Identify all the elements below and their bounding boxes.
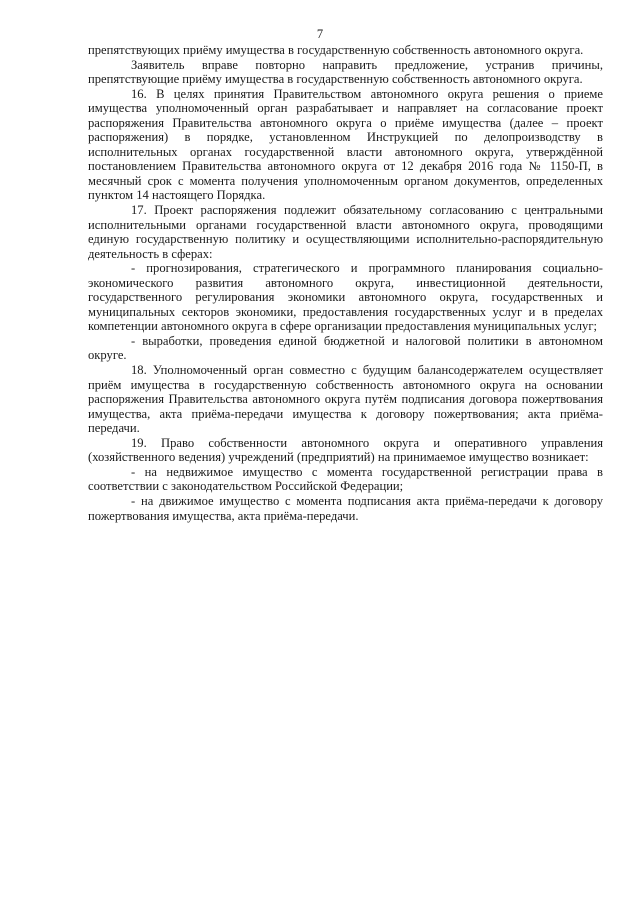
list-item-movable-property: - на движимое имущество с момента подписания акта приёма-передачи к договору пожертвования имущества, акта приёма-передачи.	[88, 493, 603, 523]
list-item-real-estate: - на недвижимое имущество с момента государственной регистрации права в соответствии с законодательством Российской Федерации;	[88, 464, 603, 494]
paragraph-clause-18: 18. Уполномоченный орган совместно с будущим балансодержателем осуществляет приём имущества в государственную собственность автономного округа на основании распоряжения Правительства автономного округа путём подписания договора пожертвования имущества, акта приёма-передачи имущества к договору пожертвования; акта приёма-передачи.	[88, 363, 603, 436]
list-item-budget-policy: - выработки, проведения единой бюджетной и налоговой политики в автономном округе.	[88, 333, 603, 363]
page-number: 7	[316, 27, 324, 41]
paragraph-resubmission: Заявитель вправе повторно направить предложение, устранив причины, препятствующие приёму имущества в государственную собственность автономного округа.	[88, 57, 603, 87]
document-body	[88, 43, 603, 523]
paragraph-clause-19: 19. Право собственности автономного округа и оперативного управления (хозяйственного ведения) учреждений (предприятий) на принимаемое имущество возникает:	[88, 435, 603, 465]
paragraph-clause-17: 17. Проект распоряжения подлежит обязательному согласованию с центральными исполнительными органами государственной власти автономного округа, проводящими единую государственную политику и осуществляющими исполнительно-распорядительную деятельность в сферах:	[88, 203, 603, 261]
paragraph-clause-16: 16. В целях принятия Правительством автономного округа решения о приеме имущества уполномоченный орган разрабатывает и направляет на согласование проект распоряжения Правительства автономного округа о приёме имущества (далее – проект распоряжения) в порядке, установленном Инструкцией по делопроизводству в исполнительных органах государственной власти автономного округа, утверждённой постановлением Правительства автономного округа от 12 декабря 2016 года № 1150-П, в месячный срок с момента получения уполномоченным органом документов, определенных пунктом 14 настоящего Порядка.	[88, 86, 603, 203]
list-item-forecasting: - прогнозирования, стратегического и программного планирования социально-экономического развития автономного округа, инвестиционной деятельности, государственного регулирования экономики автономного округа, государственных и муниципальных секторов экономики, предоставления государственных услуг и в пределах компетенции автономного округа в сфере организации предоставления муниципальных услуг;	[88, 261, 603, 334]
paragraph-continuation: препятствующих приёму имущества в государственную собственность автономного округа.	[88, 43, 584, 57]
